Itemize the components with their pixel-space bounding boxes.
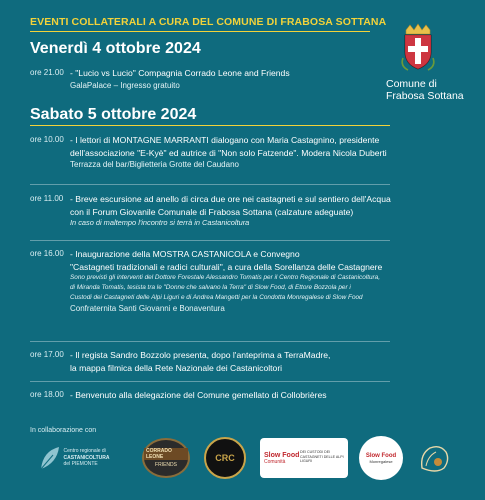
event-line: dell'associazione "E-Kyè" ed autrice di "Non solo Fatzende". Modera Nicola Duberti xyxy=(70,147,387,158)
event-line: - Inaugurazione della MOSTRA CASTANICOLA e Convegno xyxy=(70,249,300,259)
event-time: ore 16.00 xyxy=(30,249,64,258)
event-separator xyxy=(30,341,390,342)
crest-caption xyxy=(386,78,466,102)
event-separator xyxy=(30,184,390,185)
event-time: ore 17.00 xyxy=(30,350,64,359)
event-time: ore 11.00 xyxy=(30,194,64,203)
page-header-title: EVENTI COLLATERALI A CURA DEL COMUNE DI FRABOSA SOTTANA xyxy=(30,16,387,28)
event-venue: GalaPalace – Ingresso gratuito xyxy=(70,80,180,90)
logo-chestnut xyxy=(414,438,454,478)
logo-centro-castanicoltura xyxy=(30,438,118,478)
friday-title: Venerdì 4 ottobre 2024 xyxy=(30,40,201,57)
event-line: - I lettori di MONTAGNE MARRANTI dialogano con Maria Castagnino, presidente xyxy=(70,135,380,145)
event-separator xyxy=(30,381,390,382)
crest-caption-line2: Frabosa Sottana xyxy=(386,90,464,102)
event-venue: Terrazza del bar/Biglietteria Grotte del Caudano xyxy=(70,160,239,169)
event-note: Sono previsti gli interventi del Dottore Forestale Alessandro Tomatis per il Centro Regionale di Castanicoltura, xyxy=(70,274,380,281)
event-separator xyxy=(30,240,390,241)
saturday-rule xyxy=(30,125,390,126)
crest-caption-line1: Comune di xyxy=(386,78,437,90)
event-time: ore 21.00 xyxy=(30,68,64,77)
comune-crest-icon xyxy=(398,22,438,72)
event-note: In caso di maltempo l'incontro si terrà in Castanicoltura xyxy=(70,218,250,227)
event-line: - "Lucio vs Lucio" Compagnia Corrado Leone and Friends xyxy=(70,68,290,78)
logo-text: Monregalese xyxy=(369,458,393,464)
logo-slow-food-monregalese xyxy=(358,438,404,478)
event-line: - Il regista Sandro Bozzolo presenta, dopo l'anteprima a TerraMadre, xyxy=(70,350,331,360)
event-line: - Breve escursione ad anello di circa due ore nei castagneti e sul sentiero dell'Acqua xyxy=(70,194,391,204)
saturday-title: Sabato 5 ottobre 2024 xyxy=(30,106,197,123)
logo-text: Centro regionale di xyxy=(63,448,106,455)
event-line: con il Forum Giovanile Comunale di Frabosa Sottana (calzature adeguate) xyxy=(70,206,354,217)
event-time: ore 10.00 xyxy=(30,135,64,144)
logo-emblem xyxy=(203,438,247,478)
event-line: la mappa filmica della Rete Nazionale dei Castanicoltori xyxy=(70,362,283,373)
event-note: Custodi dei Castagneti delle Alpi Liguri e di Andrea Mangetti per la Condotta Monregalese di Slow Food xyxy=(70,294,363,301)
logo-text: CORRADO LEONE xyxy=(144,448,188,460)
event-line: "Castagneti tradizionali e radici culturali", a cura della Sorellanza delle Castagnere xyxy=(70,261,383,272)
logo-text: del PIEMONTE xyxy=(63,461,98,468)
logo-text: FRIENDS xyxy=(155,462,177,468)
logo-text: DEI CUSTODI DEI CASTAGNETI DELLE ALPI LIGURI xyxy=(300,450,344,463)
chestnut-icon xyxy=(416,440,452,476)
event-line: - Benvenuto alla delegazione del Comune gemellato di Collobrières xyxy=(70,390,327,400)
collaboration-label: In collaborazione con xyxy=(30,427,97,434)
event-time: ore 18.00 xyxy=(30,390,64,399)
logo-slow-food-comunita xyxy=(260,438,348,478)
logo-corrado-leone xyxy=(141,438,191,478)
logo-text: Slow Food xyxy=(365,452,397,459)
event-venue: Confraternita Santi Giovanni e Bonaventura xyxy=(70,304,225,313)
logo-text: Comunità xyxy=(264,458,286,465)
event-note: di Miranda Tomatis, tesista tra le "Donne che salvano la Terra" di Slow Food, di Ettore Bozzola per i xyxy=(70,284,351,291)
logo-text: Slow Food xyxy=(264,451,300,459)
logo-text: CASTANICOLTURA xyxy=(63,454,110,461)
header-rule xyxy=(30,31,370,32)
logo-text: CRC xyxy=(215,453,235,463)
chestnut-leaf-icon xyxy=(39,445,61,471)
